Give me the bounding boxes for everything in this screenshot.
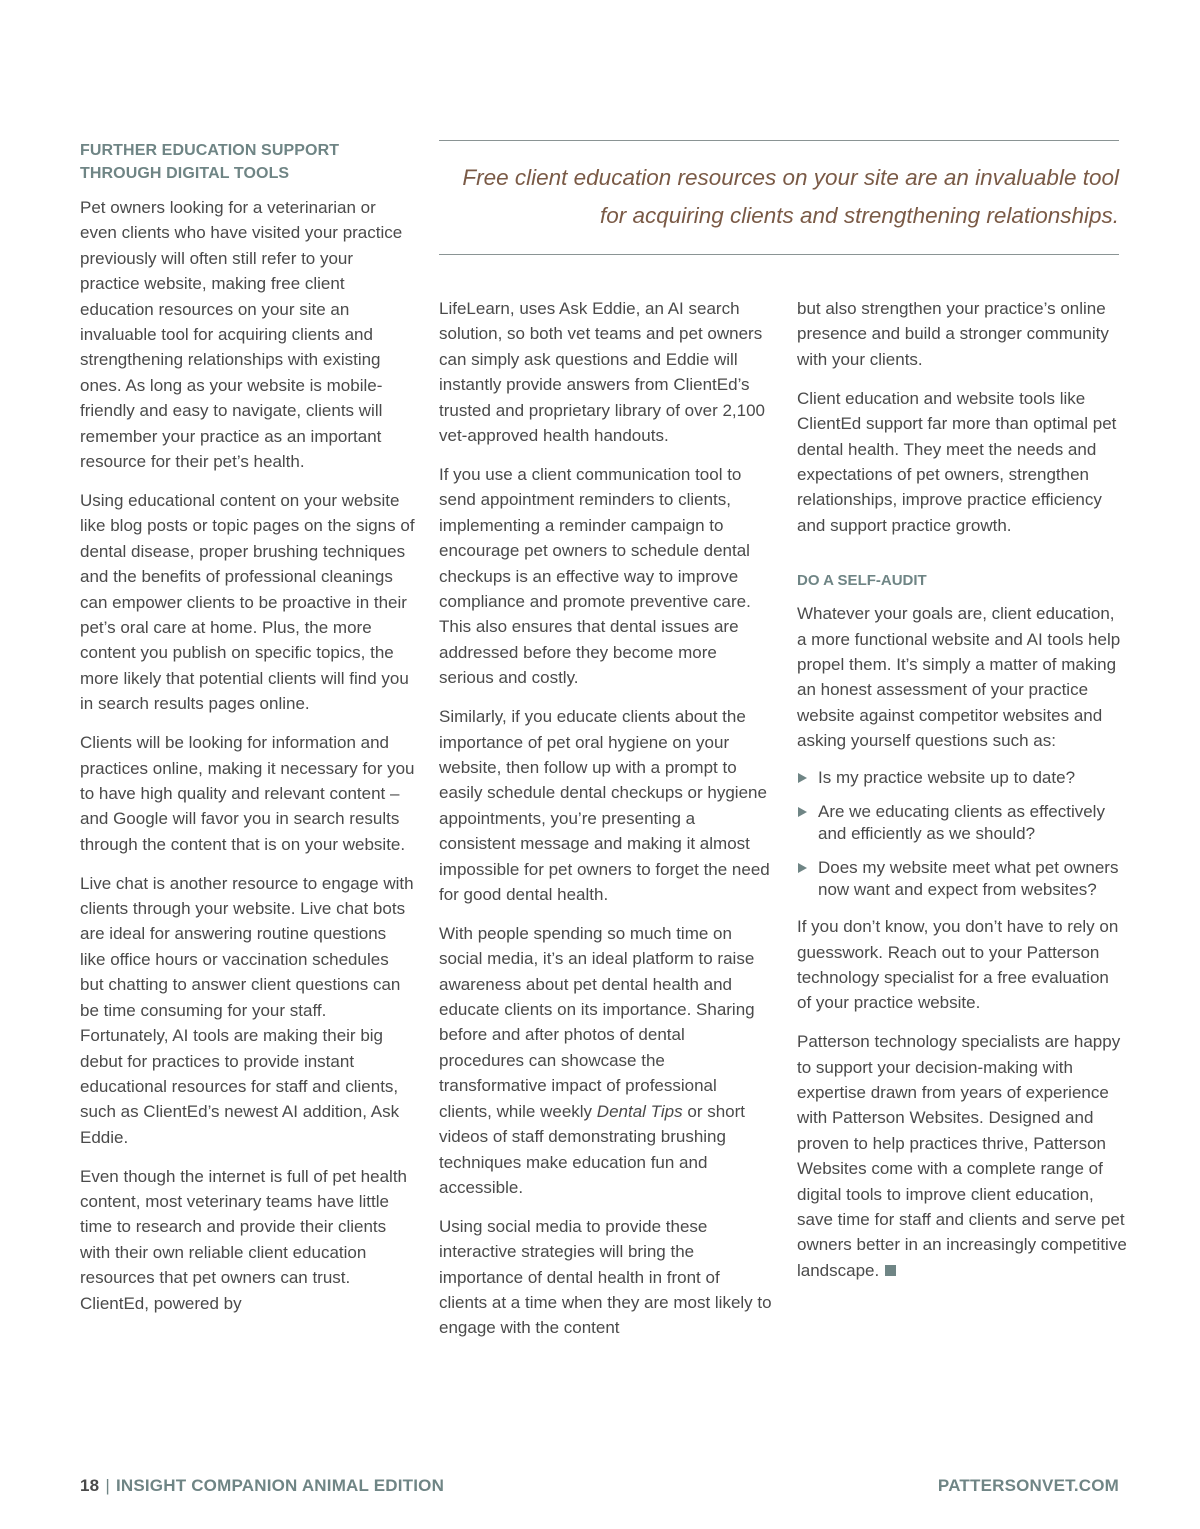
footer-separator: | bbox=[105, 1476, 110, 1495]
pull-quote-text: Free client education resources on your site are an invaluable tool for acquiring clients and strengthening relationships. bbox=[462, 165, 1119, 228]
text-column-3 bbox=[797, 296, 1127, 1297]
list-item-text: Does my website meet what pet owners now want and expect from websites? bbox=[818, 858, 1119, 900]
paragraph bbox=[439, 921, 772, 1200]
paragraph: Using social media to provide these interactive strategies will bring the importance of dental health in front of clients at a time when they are most likely to engage with the content bbox=[439, 1216, 772, 1338]
footer-publication bbox=[80, 1476, 444, 1496]
audit-question-list bbox=[797, 767, 1127, 901]
triangle-bullet-icon bbox=[798, 773, 807, 783]
paragraph: If you use a client communication tool to send appointment reminders to clients, implementing a reminder campaign to encourage pet owners to schedule dental checkups is an effective way to improve compliance and promote preventive care. This also ensures that dental issues are addressed before they become more serious and costly. bbox=[439, 464, 751, 688]
paragraph: Even though the internet is full of pet health content, most veterinary teams have little time to research and provide their clients with their own reliable client education resources that pet owners can trust. ClientEd, powered by bbox=[80, 1166, 408, 1313]
section-heading: FURTHER EDUCATION SUPPORT THROUGH DIGITAL TOOLS bbox=[80, 142, 340, 182]
text-column-1 bbox=[80, 195, 415, 1330]
paragraph: Using educational content on your website like blog posts or topic pages on the signs of dental disease, proper brushing techniques and the benefits of professional cleanings can empower clients to be proactive in their pet’s oral care at home. Plus, the more content you publish on specific topics, the more likely that potential clients will find you in search results pages online. bbox=[80, 490, 415, 714]
paragraph bbox=[797, 1029, 1127, 1283]
paragraph-text: With people spending so much time on social media, it’s an ideal platform to raise awareness about pet dental health and educate clients on its importance. Sharing before and after photos of dental procedures can showcase the transformative impact of professional clients, while weekly bbox=[439, 923, 755, 1121]
list-item bbox=[797, 801, 1127, 845]
paragraph-text: or short videos of staff demonstrating brushing techniques make education fun and accessible. bbox=[439, 1101, 745, 1197]
end-of-article-square-icon bbox=[885, 1265, 896, 1276]
footer-website-link[interactable]: PATTERSONVET.COM bbox=[937, 1476, 1119, 1495]
pull-quote bbox=[439, 140, 1119, 255]
paragraph: Pet owners looking for a veterinarian or even clients who have visited your practice previously will often still refer to your practice website, making free client education resources on your site an invaluable tool for acquiring clients and strengthening relationships with existing ones. As long as your website is mobile-friendly and easy to navigate, clients will remember your practice as an important resource for their pet’s health. bbox=[80, 198, 403, 472]
publication-name: INSIGHT COMPANION ANIMAL EDITION bbox=[115, 1476, 445, 1495]
paragraph: Client education and website tools like ClientEd support far more than optimal pet dental health. They meet the needs and expectations of pet owners, strengthen relationships, improve practice efficiency and support practice growth. bbox=[797, 388, 1117, 535]
text-column-2 bbox=[439, 296, 772, 1354]
dental-tips-title: Dental Tips bbox=[596, 1101, 683, 1121]
list-item bbox=[797, 767, 1127, 789]
page-number: 18 bbox=[80, 1476, 100, 1495]
list-item bbox=[797, 857, 1127, 901]
triangle-bullet-icon bbox=[798, 863, 807, 873]
paragraph: but also strengthen your practice’s online presence and build a stronger community with your clients. bbox=[797, 299, 1109, 369]
paragraph: Similarly, if you educate clients about the importance of pet oral hygiene on your website, then follow up with a prompt to easily schedule dental checkups or hygiene appointments, you’re presenting a consistent message and making it almost impossible for pet owners to forget the need for good dental health. bbox=[439, 707, 770, 904]
paragraph-text: Patterson technology specialists are happy to support your decision-making with expertise drawn from years of experience with Patterson Websites. Designed and proven to help practices thrive, Patterson Websites come with a complete range of digital tools to improve client education, save time for staff and clients and serve pet owners better in an increasingly competitive landscape. bbox=[797, 1032, 1127, 1280]
list-item-text: Is my practice website up to date? bbox=[818, 768, 1076, 788]
paragraph: If you don’t know, you don’t have to rely on guesswork. Reach out to your Patterson technology specialist for a free evaluation of your practice website. bbox=[797, 917, 1119, 1013]
self-audit-heading: DO A SELF-AUDIT bbox=[797, 572, 927, 590]
paragraph: Whatever your goals are, client education, a more functional website and AI tools help propel them. It’s simply a matter of making an honest assessment of your practice website against competitor websites and asking yourself questions such as: bbox=[797, 604, 1121, 751]
list-item-text: Are we educating clients as effectively and efficiently as we should? bbox=[818, 802, 1105, 844]
paragraph: Clients will be looking for information and practices online, making it necessary for you to have high quality and relevant content – and Google will favor you in search results through the content that is on your website. bbox=[80, 733, 415, 854]
paragraph: LifeLearn, uses Ask Eddie, an AI search solution, so both vet teams and pet owners can simply ask questions and Eddie will instantly provide answers from ClientEd’s trusted and proprietary library of over 2,100 vet-approved health handouts. bbox=[439, 299, 766, 446]
triangle-bullet-icon bbox=[798, 807, 807, 817]
paragraph: Live chat is another resource to engage with clients through your website. Live chat bots are ideal for answering routine questions like office hours or vaccination schedules but chatting to answer client questions can be time consuming for your staff. Fortunately, AI tools are making their big debut for practices to provide instant educational resources for staff and clients, such as ClientEd’s newest AI addition, Ask Eddie. bbox=[80, 873, 414, 1147]
